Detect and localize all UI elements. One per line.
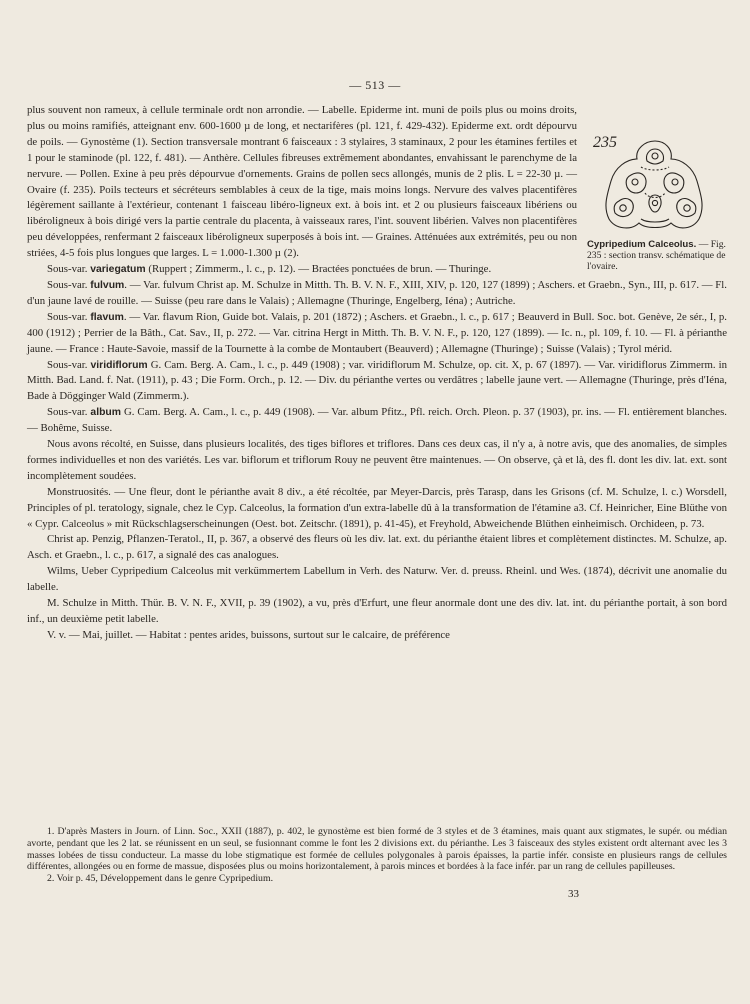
paragraph-recolte: Nous avons récolté, en Suisse, dans plusieurs localités, des tiges biflores et triflores. Dans ces deux cas, il n'y a, à notre avis, que des anomalies, de simples formes individuelles et non des variétés. Les var. biflorum et triflorum Rouy ne peuvent être maintenues. — On observe, çà et là, des fl. dont les div. lat. ext. sont incomplètement soudées. xyxy=(27,438,727,482)
subvar-variegatum: Sous-var. variegatum (Ruppert ; Zimmerm., l. c., p. 12). — Bractées ponctuées de brun. — Thuringe. xyxy=(47,263,492,276)
subvar-variegatum-name: variegatum xyxy=(90,264,146,276)
subvar-fulvum-name: fulvum xyxy=(90,279,125,291)
footnote-1: 1. D'après Masters in Journ. of Linn. Soc., XXII (1887), p. 402, le gynostème est bien formé de 3 styles et de 3 étamines, mais quant aux stigmates, le supér. ou médian avorte, pendant que les 2 lat. se réunissent en un seul, se fusionnant comme le font les 2 divisions ext. du périanthe. Les 3 faisceaux des styles existent ordt alternant avec les 3 masses lobées de tissu conducteur. La masse du lobe stigmatique est formée de cellules polygonales à parois épaisses, la partie infér. consiste en plusieurs rangs de cellules différentes, allongées ou en forme de massue, disposées plus ou moins horizontalement, à parois minces et bordées à la face infér. par un rang de cellules papilleuses. xyxy=(27,826,727,873)
figure-caption-body: — Fig. 235 : section transv. schématique de l'ovaire. xyxy=(587,238,726,272)
figure-number: 235 xyxy=(593,134,617,151)
paragraph-ovary-description: plus souvent non rameux, à cellule terminale ordt non arrondie. — Labelle. Epiderme int. muni de poils plus ou moins droits, plus ou moins ramifiés, atteignant env. 600-1600 µ de long, et nectarifères (pl. 121, f. 429-432). Epiderme ext. ordt dépourvu de poils. — Gynostème (1). Section transversale montrant 6 faisceaux : 3 stylaires, 3 staminaux, 2 pour les étamines fertiles et 1 pour le staminode (pl. 122, f. 481). — Anthère. Cellules fibreuses extrêmement abondantes, envahissant le parenchyme de la nervure. — Pollen. Exine à peu près dépourvue d'ornements. Grains de pollen secs allongés, munis de 2 plis. L = 22-30 µ. — Ovaire (f. 235). Poils tecteurs et sécréteurs semblables à ceux de la tige, mais moins longs. Nervure des valves placentifères légèrement saillante à l'extérieur, contenant 1 faisceau libéro-ligneux ext. à bois int. et 2 ou plusieurs faisceaux libériens ou libéroligneux à bois dirigé vers la partie centrale du placenta, à vaisseaux rares, l'int. souvent libérien. Valves non placentifères peu développées, renfermant 2 faisceaux libéroligneux superposés à bois int. — Graines. Atténuées aux extrémités, peu ou non striées, 4-5 fois plus longues que larges. L = 1.000-1.300 µ (2). xyxy=(27,104,577,260)
subvar-viridiflorum-name: viridiflorum xyxy=(90,359,148,371)
footnote-2: 2. Voir p. 45, Développement dans le genre Cypripedium. xyxy=(47,873,274,885)
subvar-viridiflorum: Sous-var. viridiflorum G. Cam. Berg. A. Cam., l. c., p. 449 (1908) ; var. viridiflorum M. Schulze, op. cit. X, p. 67 (1897). — Var. viridiflorus Zimmerm. in Mitth. Bad. Land. f. Nat. (1911), p. 43 ; Die Form. Orch., p. 12. — Div. du périanthe vertes ou verdâtres ; labelle jaune vert. — Allemagne (Thuringe, près d'Iéna, Bade à Dögginger Wald (Zimmerm.). xyxy=(27,358,727,403)
subvar-fulvum: Sous-var. fulvum. — Var. fulvum Christ ap. M. Schulze in Mitth. Th. B. V. N. F., XIII, XIV, p. 120, 127 (1899) ; Aschers. et Graebn., Syn., III, p. 617. — Fl. d'un jaune lavé de rouille. — Suisse (peu rare dans le Valais) ; Allemagne (Thuringe, Engelberg, Iéna) ; Autriche. xyxy=(27,278,727,307)
subvar-album: Sous-var. album G. Cam. Berg. A. Cam., l. c., p. 449 (1908). — Var. album Pfitz., Pfl. reich. Orch. Pleon. p. 37 (1903), pr. ins. — Fl. entièrement blanches. — Bohême, Suisse. xyxy=(27,406,727,435)
paragraph-schulze: M. Schulze in Mitth. Thür. B. V. N. F., XVII, p. 39 (1902), a vu, près d'Erfurt, une fleur anormale dont une des div. lat. int. du périanthe portait, à son bord inf., un deuxième petit labelle. xyxy=(27,597,727,625)
subvar-flavum-name: flavum xyxy=(90,311,124,323)
signature-mark: 33 xyxy=(568,888,579,900)
paragraph-habitat: V. v. — Mai, juillet. — Habitat : pentes arides, buissons, surtout sur le calcaire, de préférence xyxy=(47,628,450,641)
figure-caption xyxy=(587,239,727,272)
page-number: — 513 — xyxy=(349,78,401,92)
subvar-variegatum-text: (Ruppert ; Zimmerm., l. c., p. 12). — Bractées ponctuées de brun. — Thuringe. xyxy=(148,263,492,276)
paragraph-wilms: Wilms, Ueber Cypripedium Calceolus mit verkümmertem Labellum in Verh. des Naturw. Ver. d. preuss. Rheinl. und Wes. (1874), décrivit une anomalie du labelle. xyxy=(27,565,727,594)
subvar-album-name: album xyxy=(90,407,122,419)
paragraph-christ: Christ ap. Penzig, Pflanzen-Teratol., II, p. 367, a observé des fleurs où les div. lat. ext. du périanthe étaient libres et complètement distinctes. M. Schulze, ap. Asch. et Graebn., l. c., p. 617, a signalé des cas analogues. xyxy=(27,533,727,562)
main-text xyxy=(27,103,727,644)
figure-235 xyxy=(587,135,727,272)
subvar-flavum-text: . — Var. flavum Rion, Guide bot. Valais, p. 201 (1872) ; Aschers. et Graebn., l. c., p. 617 ; Beauverd in Bull. Soc. bot. Genève, 2e sér., I, p. 400 (1912) ; Perrier de la Bâth., Cat. Sav., II, p. 272. — Var. citrina Hergt in Mitth. Th. B. V. N. F., p. 120, 127 (1899). — Ic. n., pl. 109, f. 10. — Fl. à périanthe jaune. — France : Haute-Savoie, massif de la Tournette à la combe de Montaubert (Beauverd) ; Allemagne (Thuringe) ; Suisse (Valais) ; Tyrol mérid. xyxy=(27,310,728,355)
paragraph-monstruosites: Monstruosités. — Une fleur, dont le périanthe avait 8 div., a été récoltée, par Meyer-Darcis, près Tarasp, dans les Grisons (cf. M. Schulze, l. c.) Worsdell, Principles of pl. teratology, signale, chez le Cyp. Calceolus, la formation d'un extra-labelle dû à la transformation de l'étamine a3. Cf. Heinricher, Eine Blüthe von « Cypr. Calceolus » mit Rückschlagserscheinungen (Oest. bot. Zeitschr. (1891), p. 41-45), et Freyhold, Abweichende Blüthen einheimisch. Orchideen, p. 73. xyxy=(27,485,727,530)
subvar-viridiflorum-text: G. Cam. Berg. A. Cam., l. c., p. 449 (1908) ; var. viridiflorum M. Schulze, op. cit. X, p. 67 (1897). — Var. viridiflorus Zimmerm. in Mitth. Bad. Land. f. Nat. (1911), p. 43 ; Die Form. Orch., p. 12. — Div. du périanthe vertes ou verdâtres ; labelle jaune vert. — Allemagne (Thuringe, près d'Iéna, Bade à Dögginger Wald (Zimmerm.). xyxy=(27,358,727,403)
subvar-flavum: Sous-var. flavum. — Var. flavum Rion, Guide bot. Valais, p. 201 (1872) ; Aschers. et Graebn., l. c., p. 617 ; Beauverd in Bull. Soc. bot. Genève, 2e sér., I, p. 400 (1912) ; Perrier de la Bâth., Cat. Sav., II, p. 272. — Var. citrina Hergt in Mitth. Th. B. V. N. F., p. 120, 127 (1899). — Ic. n., pl. 109, f. 10. — Fl. à périanthe jaune. — France : Haute-Savoie, massif de la Tournette à la combe de Montaubert (Beauverd) ; Allemagne (Thuringe) ; Suisse (Valais) ; Tyrol mérid. xyxy=(27,310,728,355)
footnotes xyxy=(27,826,727,885)
ovary-section-diagram xyxy=(601,137,709,235)
subvar-fulvum-text: — Var. fulvum Christ ap. M. Schulze in Mitth. Th. B. V. N. F., XIII, XIV, p. 120, 127 (1899) ; Aschers. et Graebn., Syn., III, p. 617. — Fl. d'un jaune lavé de rouille. — Suisse (peu rare dans le Valais) ; Allemagne (Thuringe, Engelberg, Iéna) ; Autriche. xyxy=(27,278,727,307)
subvar-album-text: G. Cam. Berg. A. Cam., l. c., p. 449 (1908). — Var. album Pfitz., Pfl. reich. Orch. Pleon. p. 37 (1903), pr. ins. — Fl. entièrement blanches. — Bohême, Suisse. xyxy=(27,406,727,435)
figure-caption-title: Cypripedium Calceolus. xyxy=(587,238,697,250)
